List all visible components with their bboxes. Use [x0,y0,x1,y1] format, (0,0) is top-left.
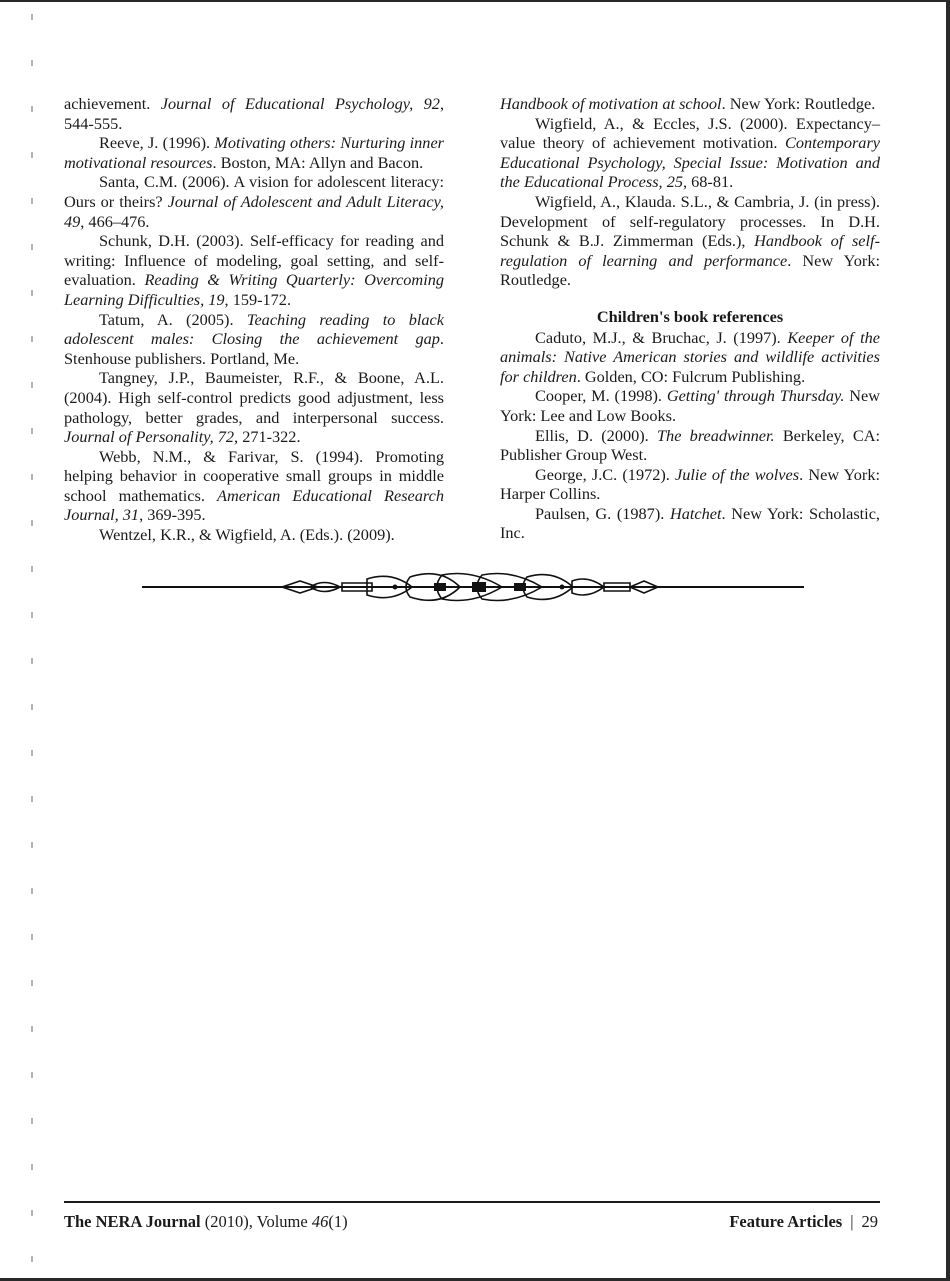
footer-citation [64,1212,348,1232]
issue-number: (1) [328,1212,348,1231]
reference-text: Reeve, J. (1996). [99,133,215,153]
reference-details: , 544-555. [64,94,445,133]
reference-entry [500,114,880,192]
footer-rule [64,1201,880,1203]
reference-details: . Boston, MA: Allyn and Bacon. [212,152,424,172]
reference-title: Getting' through Thursday. [666,386,845,406]
scan-edge-top [0,0,950,2]
reference-entry [64,368,444,446]
reference-details: Berkeley, CA: Publisher Group West. [500,425,880,465]
reference-text: Wigfield, A., & Eccles, J.S. (2000). Expectancy–value theory of achievement motivation. [500,113,880,153]
reference-entry [64,447,444,525]
reference-title: Keeper of the animals: Native American stories and wildlife activities for children [500,327,880,386]
reference-entry [500,465,880,504]
ornamental-divider [142,569,804,605]
reference-details: New York: Lee and Low Books. [500,386,880,425]
reference-title: Julie of the wolves [675,464,800,484]
reference-details: . New York: Scholastic, Inc. [500,503,881,543]
reference-text: Wigfield, A., Klauda. S.L., & Cambria, J. (in press). Development of self-regulatory processes. In D.H. Schunk & B.J. Zimmerman (Eds.), [500,191,880,251]
reference-details: , 369-395. [139,505,206,525]
reference-text: Caduto, M.J., & Bruchac, J. (1997). [535,327,788,347]
reference-entry [64,172,444,231]
reference-details: . Stenhouse publishers. Portland, Me. [64,329,444,368]
reference-entry [500,328,880,387]
reference-column-left [64,94,444,545]
reference-details: , 159-172. [224,289,292,309]
reference-title: Journal of Educational Psychology, 92 [160,94,440,113]
reference-column-right [500,94,880,543]
childrens-reference-list [500,328,880,544]
reference-entry [500,386,880,425]
reference-entry [500,426,880,465]
scan-edge-right [946,0,950,1281]
reference-title: The breadwinner. [657,425,775,445]
reference-details: . New York: Routledge. [500,250,880,290]
reference-entry [500,192,880,290]
reference-entry [500,504,880,543]
reference-text: Paulsen, G. (1987). [535,503,670,523]
reference-entry [64,525,444,545]
reference-title: Hatchet [669,503,722,523]
section-heading-childrens-books: Children's book references [596,306,784,326]
reference-entry [64,133,444,172]
footer-separator: | [850,1212,854,1231]
reference-text: achievement. [64,94,161,113]
reference-title: American Educational Research Journal, 31 [64,485,444,525]
reference-text: Schunk, D.H. (2003). Self-efficacy for reading and writing: Influence of modeling, goal setting, and self-evaluation. [64,231,444,290]
reference-text: Tangney, J.P., Baumeister, R.F., & Boone, A.L. (2004). High self-control predicts good adjustment, less pathology, better grades, and interpersonal success. [64,368,444,427]
reference-text: Tatum, A. (2005). [99,309,247,329]
reference-title: Teaching reading to black adolescent males: Closing the achievement gap [64,309,444,349]
binding-margin-marks [31,0,33,1281]
reference-entry [500,94,880,114]
section-name: Feature Articles [729,1212,843,1231]
reference-title: Handbook of motivation at school [500,94,722,113]
reference-details: . New York: Harper Collins. [500,464,881,504]
reference-entry [64,231,444,309]
journal-name: The NERA Journal [64,1212,201,1231]
reference-title: Motivating others: Nurturing inner motivational resources [64,133,444,172]
footer-section [729,1212,878,1232]
reference-details: , 466–476. [80,211,150,231]
reference-text: George, J.C. (1972). [535,464,676,484]
reference-text: Wentzel, K.R., & Wigfield, A. (Eds.). (2009). [99,525,395,545]
reference-title: Journal of Personality, 72 [64,427,235,447]
reference-entry [64,94,444,133]
reference-details: . New York: Routledge. [721,94,876,113]
reference-text: Santa, C.M. (2006). A vision for adolescent literacy: Ours or theirs? [64,172,444,211]
reference-text: Webb, N.M., & Farivar, S. (1994). Promoting helping behavior in cooperative small groups in middle school mathematics. [64,446,444,505]
reference-title: Handbook of self-regulation of learning and performance [500,231,881,270]
reference-details: . Golden, CO: Fulcrum Publishing. [576,366,806,386]
reference-title: Reading & Writing Quarterly: Overcoming Learning Difficulties, 19 [64,270,444,309]
citation-year: (2010), Volume [200,1212,312,1231]
reference-details: , 271-322. [234,427,301,447]
reference-text: Cooper, M. (1998). [535,386,667,406]
reference-details: , 68-81. [682,172,734,192]
reference-text: Ellis, D. (2000). [535,425,657,445]
volume-number: 46 [311,1212,329,1231]
page-number: 29 [861,1212,878,1231]
reference-list-continued [500,94,880,290]
reference-title: Journal of Adolescent and Adult Literacy, 49 [64,191,444,231]
reference-entry [64,310,444,369]
reference-title: Contemporary Educational Psychology, Special Issue: Motivation and the Educational Process, 25 [500,133,880,192]
